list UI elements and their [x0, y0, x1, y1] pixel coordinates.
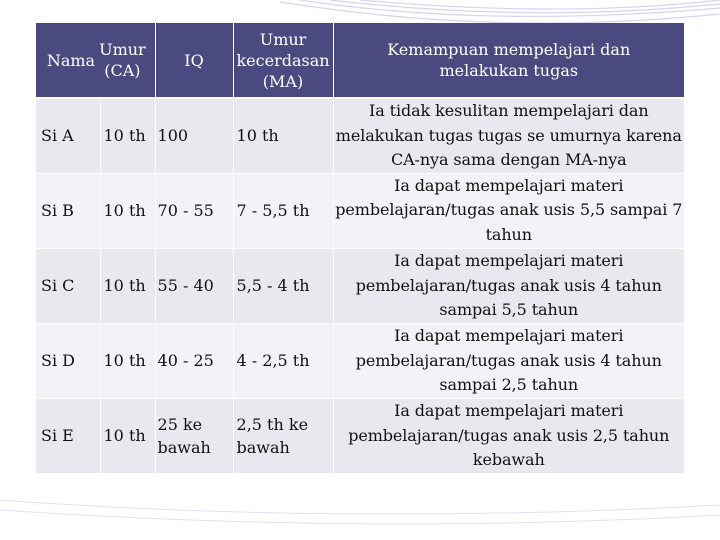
- cell-desc-line: melakukan tugas tugas se umurnya karena: [335, 125, 682, 145]
- cell-desc-line: Ia dapat mempelajari materi: [394, 401, 624, 421]
- cell-desc-line: kebawah: [472, 450, 545, 470]
- cell-desc: [333, 98, 684, 173]
- cell-desc: [333, 248, 684, 323]
- header-ma-line2: kecerdasan: [236, 50, 330, 70]
- cell-iq-line: 100: [157, 126, 189, 146]
- table-row: [36, 173, 684, 248]
- cell-iq-line: 70 - 55: [157, 201, 214, 221]
- header-iq: IQ: [155, 23, 233, 98]
- cell-ma-line: 10 th: [236, 126, 279, 146]
- cell-desc-line: Ia dapat mempelajari materi: [394, 326, 624, 346]
- cell-desc-line: tahun: [485, 224, 532, 244]
- cell-name: Si E: [36, 398, 100, 473]
- cell-desc-line: pembelajaran/tugas anak usis 5,5 sampai 7: [335, 200, 683, 220]
- cell-ca: 10 th: [100, 173, 155, 248]
- header-nama: Nama: [46, 50, 96, 70]
- header-ma-line1: Umur: [259, 29, 307, 49]
- table-row: [36, 248, 684, 323]
- cell-iq-line: bawah: [157, 437, 211, 457]
- cell-ma-line: 4 - 2,5 th: [236, 351, 310, 371]
- cell-desc-line: Ia dapat mempelajari materi: [394, 175, 624, 195]
- header-desc-line2: melakukan tugas: [439, 61, 579, 81]
- cell-name: Si A: [36, 98, 100, 173]
- cell-desc-line: pembelajaran/tugas anak usis 2,5 tahun: [348, 425, 670, 445]
- cell-ma: [233, 98, 333, 173]
- cell-iq: [155, 323, 233, 398]
- cell-ca: 10 th: [100, 323, 155, 398]
- cell-ma-line: 5,5 - 4 th: [236, 276, 310, 296]
- cell-ma: [233, 323, 333, 398]
- cell-name: Si D: [36, 323, 100, 398]
- table-row: [36, 98, 684, 173]
- cell-ma-line: bawah: [236, 437, 290, 457]
- cell-ma: [233, 248, 333, 323]
- header-nama-umur: [36, 23, 155, 98]
- header-desc: [333, 23, 684, 98]
- cell-ma-line: 2,5 th ke: [236, 414, 309, 434]
- table-row: [36, 398, 684, 473]
- cell-name: Si B: [36, 173, 100, 248]
- header-ma: [233, 23, 333, 98]
- cell-ma-line: 7 - 5,5 th: [236, 201, 310, 221]
- cell-desc: [333, 398, 684, 473]
- cell-ma: [233, 173, 333, 248]
- cell-iq: [155, 98, 233, 173]
- cell-name: Si C: [36, 248, 100, 323]
- cell-desc-line: sampai 5,5 tahun: [439, 300, 579, 320]
- cell-desc-line: CA-nya sama dengan MA-nya: [390, 150, 627, 170]
- cell-ca: 10 th: [100, 398, 155, 473]
- header-desc-line1: Kemampuan mempelajari dan: [387, 40, 631, 60]
- header-ma-line3: (MA): [262, 71, 304, 91]
- header-umur-line2: (CA): [104, 61, 141, 81]
- cell-iq-line: 25 ke: [157, 414, 203, 434]
- header-umur-line1: Umur: [99, 40, 146, 60]
- cell-iq-line: 55 - 40: [157, 276, 214, 296]
- iq-comparison-table: [36, 23, 684, 474]
- cell-desc-line: Ia dapat mempelajari materi: [394, 251, 624, 271]
- cell-ca: 10 th: [100, 248, 155, 323]
- cell-desc-line: pembelajaran/tugas anak usis 4 tahun: [355, 275, 662, 295]
- cell-ca: 10 th: [100, 98, 155, 173]
- cell-desc-line: sampai 2,5 tahun: [439, 375, 579, 395]
- table-header-row: [36, 23, 684, 98]
- cell-desc-line: pembelajaran/tugas anak usis 4 tahun: [355, 350, 662, 370]
- cell-ma: [233, 398, 333, 473]
- cell-desc-line: Ia tidak kesulitan mempelajari dan: [368, 101, 649, 121]
- cell-desc: [333, 323, 684, 398]
- cell-iq: [155, 248, 233, 323]
- cell-iq: [155, 173, 233, 248]
- table-row: [36, 323, 684, 398]
- cell-iq: [155, 398, 233, 473]
- cell-iq-line: 40 - 25: [157, 351, 214, 371]
- cell-desc: [333, 173, 684, 248]
